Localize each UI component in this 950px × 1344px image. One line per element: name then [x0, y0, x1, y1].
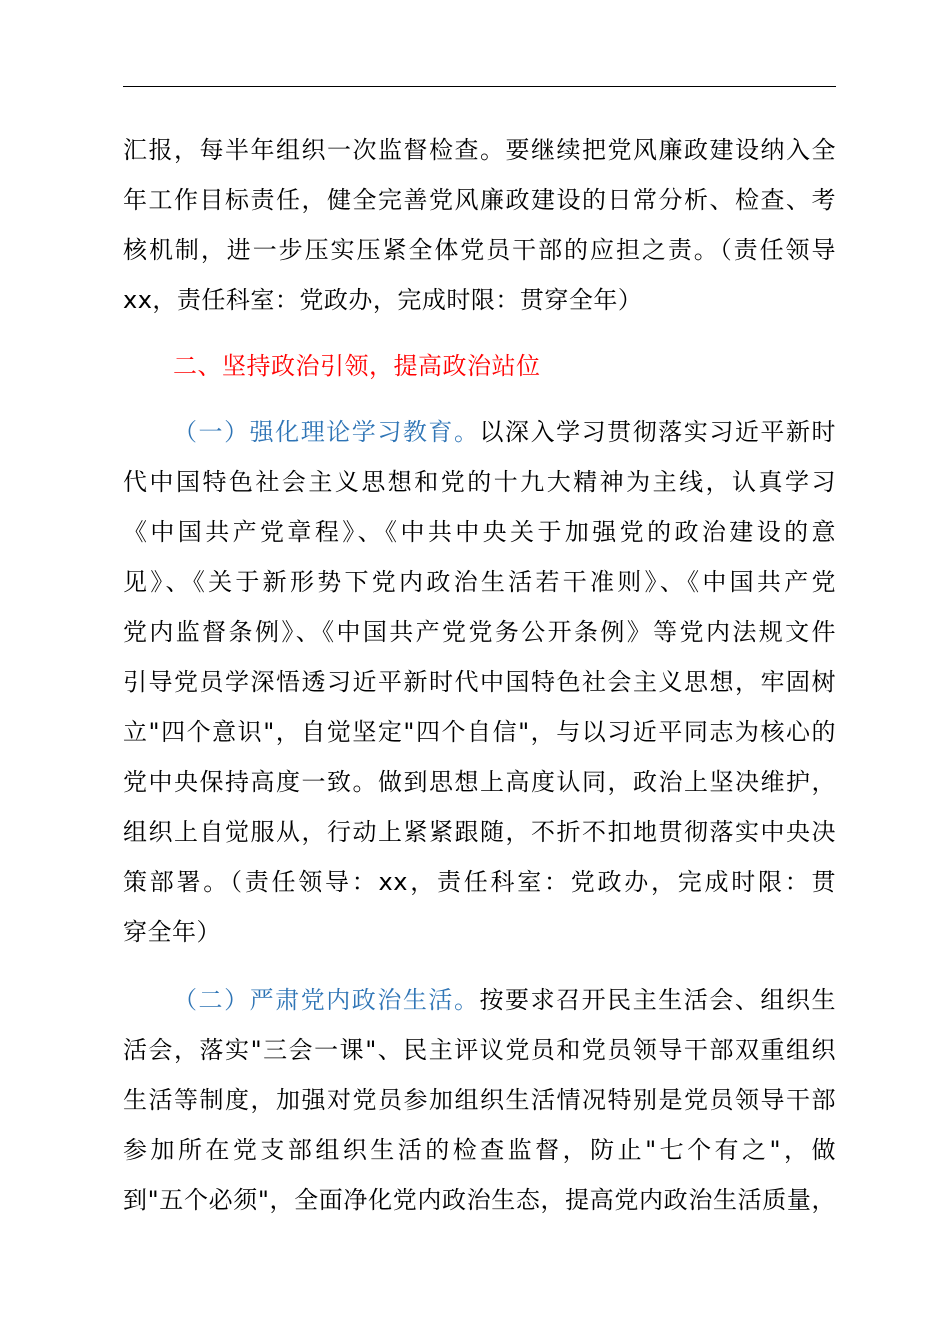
text-line: 组织上自觉服从，行动上紧紧跟随，不折不扣地贯彻落实中央决: [123, 818, 836, 846]
text-line: 见》、《关于新形势下党内政治生活若干准则》、《中国共产党: [123, 568, 836, 596]
text-line: 到"五个必须"，全面净化党内政治生态，提高党内政治生活质量，: [123, 1186, 836, 1214]
text-run: 按要求召开民主生活会、组织生: [479, 986, 837, 1014]
text-line: [123, 975, 836, 1025]
text-line: 代中国特色社会主义思想和党的十九大精神为主线，认真学习: [123, 468, 836, 496]
header-rule: [123, 86, 836, 87]
text-line: 引导党员学深悟透习近平新时代中国特色社会主义思想，牢固树: [123, 668, 836, 696]
text-line: xx，责任科室：党政办，完成时限：贯穿全年）: [123, 286, 643, 314]
text-line: 年工作目标责任，健全完善党风廉政建设的日常分析、检查、考: [123, 186, 836, 214]
paragraph-continuation: [123, 125, 836, 325]
subsection-1-title: （一）强化理论学习教育。: [173, 418, 480, 446]
text-line: 穿全年）: [123, 918, 221, 946]
subsection-2-paragraph: [123, 975, 836, 1225]
document-body: [123, 125, 836, 1225]
section-heading: 二、坚持政治引领，提高政治站位: [173, 352, 541, 380]
text-line: 《中国共产党章程》、《中共中央关于加强党的政治建设的意: [123, 518, 836, 546]
text-line: 策部署。（责任领导：xx，责任科室：党政办，完成时限：贯: [123, 868, 836, 896]
subsection-1-paragraph: [123, 407, 836, 957]
text-line: 核机制，进一步压实压紧全体党员干部的应担之责。（责任领导: [123, 236, 836, 264]
section-heading-paragraph: [123, 341, 836, 391]
subsection-2-title: （二）严肃党内政治生活。: [173, 986, 480, 1014]
text-line: 活会，落实"三会一课"、民主评议党员和党员领导干部双重组织: [123, 1036, 836, 1064]
text-line: 党内监督条例》、《中国共产党党务公开条例》等党内法规文件: [123, 618, 836, 646]
text-line: 党中央保持高度一致。做到思想上高度认同，政治上坚决维护，: [123, 768, 836, 796]
text-line: 参加所在党支部组织生活的检查监督，防止"七个有之"，做: [123, 1136, 836, 1164]
text-line: 立"四个意识"，自觉坚定"四个自信"，与以习近平同志为核心的: [123, 718, 836, 746]
text-run: 以深入学习贯彻落实习近平新时: [479, 418, 837, 446]
text-line: 生活等制度，加强对党员参加组织生活情况特别是党员领导干部: [123, 1086, 836, 1114]
text-line: 汇报，每半年组织一次监督检查。要继续把党风廉政建设纳入全: [123, 136, 836, 164]
text-line: [123, 407, 836, 457]
